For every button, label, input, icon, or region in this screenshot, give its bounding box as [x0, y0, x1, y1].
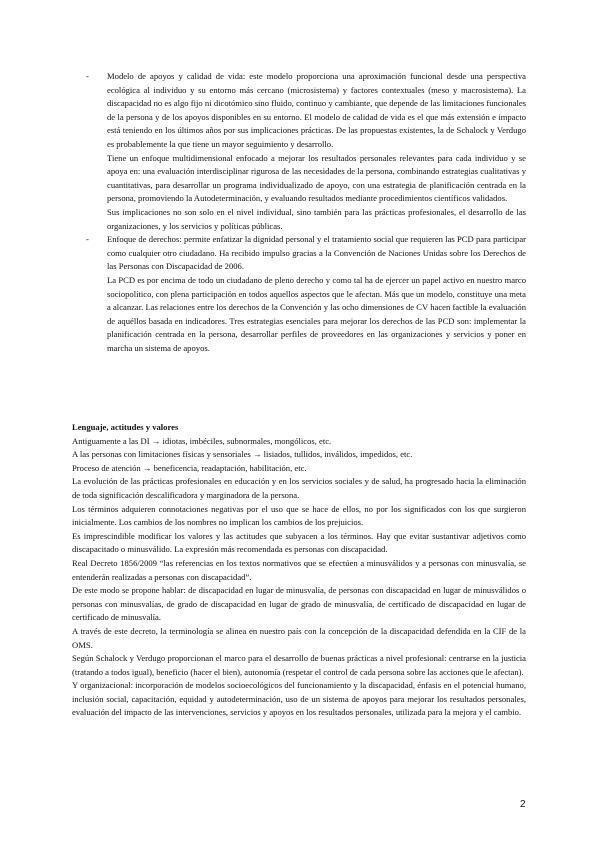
paragraph: Los términos adquieren connotaciones negativas por el uso que se hace de ellos, no por los significados con los que surgieron inicialmente. Los cambios de los nombres no implican los cambios de los prejuicios.: [72, 503, 526, 528]
paragraph: La PCD es por encima de todo un ciudadano de pleno derecho y como tal ha de ejercer un papel activo en nuestro marco sociopolítico, con plena participación en todos aquellos aspectos que le afectan. Más que un modelo, constituye una meta a alcanzar. Las relaciones entre los derechos de la Convención y las ocho dimensiones de CV hacen factible la evaluación de aquéllos basada en indicadores. Tres estrategias esenciales para mejorar los derechos de las PCD son: implementar la planificación centrada en la persona, desarrollar perfiles de proveedores en las organizaciones y servicios y poner en marcha un sistema de apoyos.: [107, 274, 526, 353]
paragraph: Proceso de atención → beneficencia, readaptación, habilitación, etc.: [72, 462, 307, 473]
section-title: Lenguaje, actitudes y valores: [72, 422, 179, 432]
paragraph: Y organizacional: incorporación de modelos socioecológicos del funcionamiento y la discapacidad, énfasis en el potencial humano, inclusión social, capacitación, equidad y autodeterminación, uso de un sistema de apoyos para mejorar los resultados personales, evaluación del impacto de las intervenciones, servicios y apoyos en los resultados personales, utilizada para la mejora y el cambio.: [72, 680, 526, 718]
paragraph: La evolución de las prácticas profesionales en educación y en los servicios sociales y de salud, ha progresado hacia la eliminación de toda significación descalificadora y marginadora de la persona.: [72, 476, 526, 500]
paragraph: Real Decreto 1856/2009 “las referencias en los textos normativos que se efectúen a minusválidos y a personas con minusvalía, se entenderán realizadas a personas con discapacidad”.: [72, 557, 526, 582]
section-lenguaje: [72, 421, 526, 720]
paragraph: Tiene un enfoque multidimensional enfocado a mejorar los resultados personales relevantes para cada individuo y se apoya en: una evaluación interdisciplinar rigurosa de las necesidades de la persona, combinando estrategias cualitativas y cuantitativas, para desarrollar un programa individualizado de apoyo, con una estrategia de planificación centrada en la persona, promoviendo la Autodeterminación, y evaluando resultados mediante procedimientos científicos validados.: [107, 152, 526, 204]
bullet-marker: -: [86, 71, 89, 81]
paragraph: Sus implicaciones no son solo en el nivel individual, sino también para las prácticas profesionales, el desarrollo de las organizaciones, y los servicios y políticas públicas.: [107, 206, 526, 231]
paragraph: De este modo se propone hablar: de discapacidad en lugar de minusvalía, de personas con discapacidad en lugar de minusválidos o personas con minusvalías, de grado de discapacidad en lugar de grado de minusvalía, de certificado de discapacidad en lugar de certificado de minusvalía.: [72, 585, 526, 623]
bullet-list: [86, 70, 526, 355]
paragraph: A las personas con limitaciones físicas y sensoriales → lisiados, tullidos, inválidos, impedidos, etc.: [72, 449, 413, 460]
paragraph: Enfoque de derechos: permite enfatizar la dignidad personal y el tratamiento social que requieren las PCD para participar como cualquier otro ciudadano. Ha recibido impulso gracias a la Convención de Naciones Unidas sobre los Derechos de las Personas con Discapacidad de 2006.: [107, 234, 526, 272]
paragraph: Modelo de apoyos y calidad de vida: este modelo proporciona una aproximación funcional desde una perspectiva ecológica al individuo y su entorno más cercano (microsistema) y factores contextuales (meso y macrosistema). La discapacidad no es algo fijo ni dicotómico sino fluido, continuo y cambiante, que depende de las limitaciones funcionales de la persona y de los apoyos disponibles en su entorno. El modelo de calidad de vida es el que más extensión e impacto está teniendo en los últimos años por sus implicaciones prácticas. De las propuestas existentes, la de Schalock y Verdugo es probablemente la que tiene un mayor seguimiento y desarrollo.: [107, 71, 526, 149]
paragraph: Según Schalock y Verdugo proporcionan el marco para el desarrollo de buenas prácticas a nivel profesional: centrarse en la justicia (tratando a todos igual), beneficio (hacer el bien), autonomía (respetar el control de cada persona sobre las acciones que le afectan).: [72, 653, 526, 677]
page-number: 2: [520, 799, 526, 810]
paragraph: Antiguamente a las DI → idiotas, imbéciles, subnormales, mongólicos, etc.: [72, 435, 332, 446]
paragraph: Es imprescindible modificar los valores y las actitudes que subyacen a los términos. Hay que evitar sustantivar adjetivos como discapacitado o minusválido. La expresión más recomendada es personas con discapacidad.: [72, 530, 526, 555]
bullet-marker: -: [86, 234, 89, 245]
paragraph: A través de este decreto, la terminología se alinea en nuestro país con la concepción de la discapacidad defendida en la CIF de la OMS.: [72, 625, 526, 650]
list-item: [86, 233, 526, 355]
list-item: [86, 70, 526, 233]
